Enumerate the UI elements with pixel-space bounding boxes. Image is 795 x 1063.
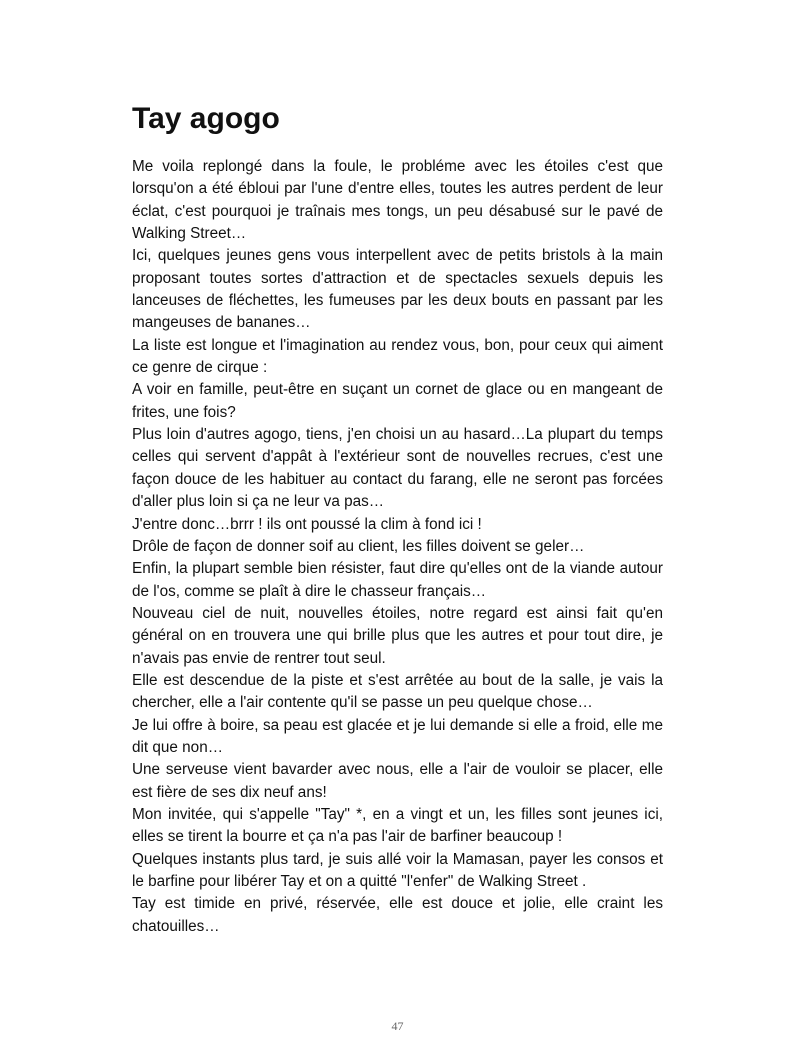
page-title: Tay agogo (132, 102, 280, 135)
paragraph: Quelques instants plus tard, je suis allé voir la Mamasan, payer les consos et le barfine pour libérer Tay et on a quitté "l'enfer" de Walking Street . (132, 850, 663, 890)
paragraph: Ici, quelques jeunes gens vous interpellent avec de petits bristols à la main proposant toutes sortes d'attraction et de spectacles sexuels depuis les lanceuses de fléchettes, les fumeuses par les deux bouts en passant par les mangeuses de bananes… (132, 247, 663, 332)
paragraph: Me voila replongé dans la foule, le probléme avec les étoiles c'est que lorsqu'on a été ébloui par l'une d'entre elles, toutes les autres perdent de leur éclat, c'est pourquoi je traînais mes tongs, un peu désabusé sur le pavé de Walking Street… (132, 158, 663, 243)
paragraph: A voir en famille, peut-être en suçant un cornet de glace ou en mangeant de frites, une fois? (132, 381, 663, 421)
page-number: 47 (391, 1019, 404, 1033)
paragraph: Plus loin d'autres agogo, tiens, j'en choisi un au hasard…La plupart du temps celles qui servent d'appât à l'extérieur sont de nouvelles recrues, c'est une façon douce de les habituer au contact du farang, elle ne seront pas forcées d'aller plus loin si ça ne leur va pas… (132, 426, 663, 511)
paragraph: Enfin, la plupart semble bien résister, faut dire qu'elles ont de la viande autour de l'os, comme se plaît à dire le chasseur français… (132, 560, 663, 600)
paragraph: Je lui offre à boire, sa peau est glacée et je lui demande si elle a froid, elle me dit que non… (132, 716, 663, 756)
paragraph: Une serveuse vient bavarder avec nous, elle a l'air de vouloir se placer, elle est fière de ses dix neuf ans! (132, 761, 663, 801)
paragraph: Elle est descendue de la piste et s'est arrêtée au bout de la salle, je vais la chercher, elle a l'air contente qu'il se passe un peu quelque chose… (132, 671, 663, 712)
paragraph: Nouveau ciel de nuit, nouvelles étoiles, notre regard est ainsi fait qu'en général on en trouvera une qui brille plus que les autres et pour tout dire, je n'avais pas envie de rentrer tout seul. (132, 604, 663, 667)
paragraph: Drôle de façon de donner soif au client, les filles doivent se geler… (132, 537, 585, 555)
paragraph: Mon invitée, qui s'appelle "Tay" *, en a vingt et un, les filles sont jeunes ici, elles se tirent la bourre et ça n'a pas l'air de barfiner beaucoup ! (132, 805, 663, 846)
paragraph: Tay est timide en privé, réservée, elle est douce et jolie, elle craint les chatouilles… (132, 895, 663, 935)
paragraph: La liste est longue et l'imagination au rendez vous, bon, pour ceux qui aiment ce genre de cirque : (132, 336, 663, 377)
body-text (132, 156, 663, 938)
paragraph: J'entre donc…brrr ! ils ont poussé la clim à fond ici ! (132, 515, 482, 533)
